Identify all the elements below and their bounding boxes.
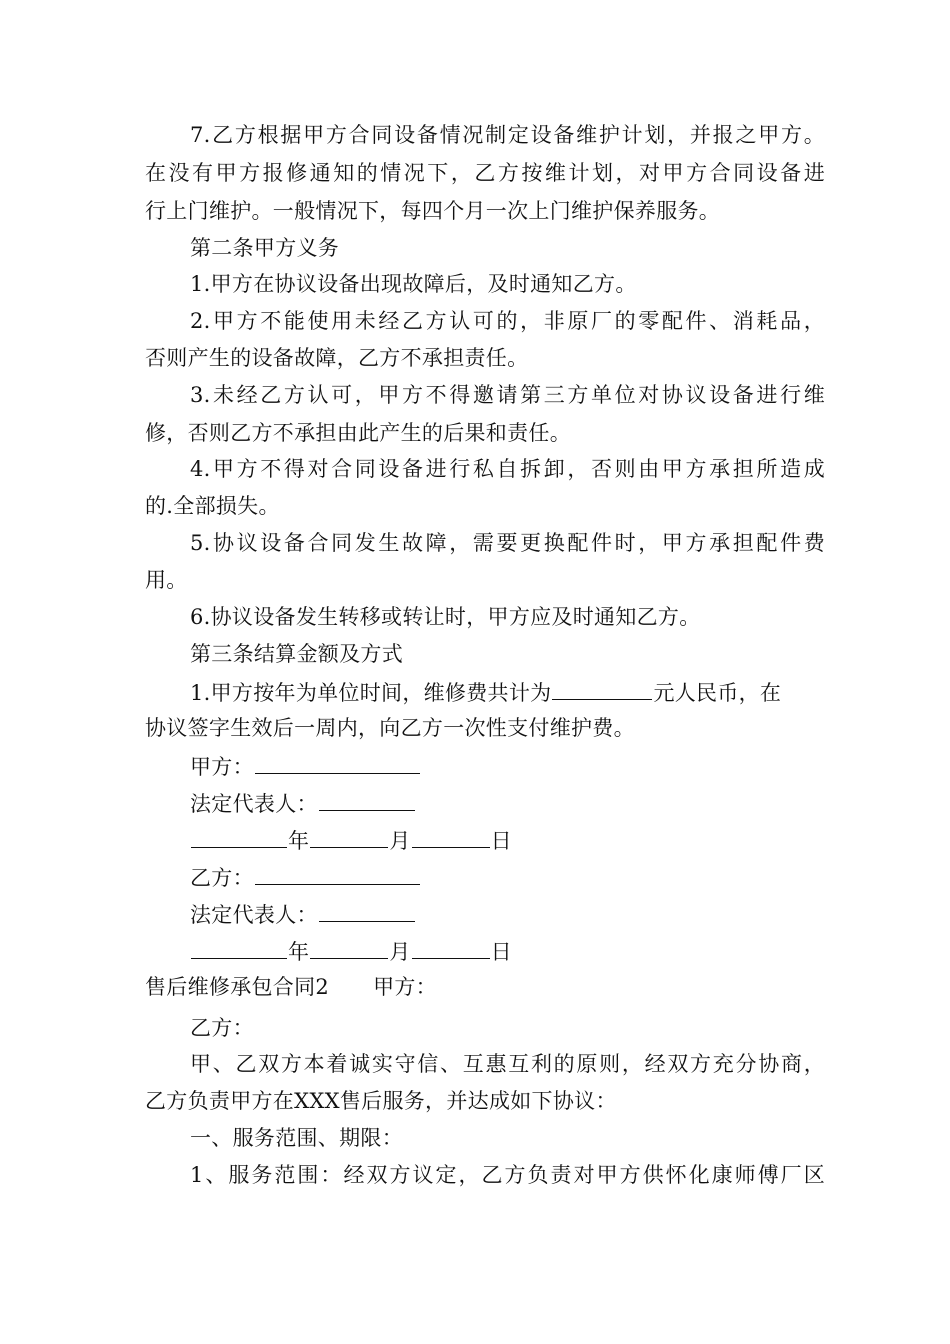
signature-line [190, 899, 825, 927]
paragraph-line: 的.全部损失。 [145, 494, 280, 518]
month-blank [310, 825, 388, 848]
paragraph-line: 修，否则乙方不承担由此产生的后果和责任。 [145, 421, 571, 445]
party-a-blank [255, 751, 420, 774]
legal-rep-blank [319, 788, 415, 811]
legal-rep-blank [319, 899, 415, 922]
paragraph-line: 3.未经乙方认可，甲方不得邀请第三方单位对协议设备进行维 [190, 383, 825, 407]
paragraph-line: 7.乙方根据甲方合同设备情况制定设备维护计划，并报之甲方。 [190, 123, 825, 147]
legal-rep-label: 法定代表人： [190, 903, 318, 927]
party-a-label: 甲方： [373, 975, 437, 999]
paragraph-line: 乙方负责甲方在XXX售后服务，并达成如下协议： [145, 1089, 617, 1113]
paragraph-line: 1、服务范围：经双方议定，乙方负责对甲方供怀化康师傅厂区 [190, 1163, 825, 1187]
year-blank [191, 825, 287, 848]
year-label: 年 [288, 940, 310, 964]
contract-title-line [145, 973, 825, 1001]
party-b-line: 乙方： [190, 1016, 254, 1040]
section-heading: 第二条甲方义务 [190, 236, 340, 260]
day-label: 日 [490, 940, 512, 964]
paragraph-line: 4.甲方不得对合同设备进行私自拆卸，否则由甲方承担所造成 [190, 457, 825, 481]
paragraph-line: 5.协议设备合同发生故障，需要更换配件时，甲方承担配件费 [190, 531, 825, 555]
fee-amount-blank [552, 677, 652, 700]
section-heading: 第三条结算金额及方式 [190, 642, 403, 666]
paragraph-line: 甲、乙双方本着诚实守信、互惠互利的原则，经双方充分协商， [190, 1052, 825, 1076]
paragraph-line: 2.甲方不能使用未经乙方认可的，非原厂的零配件、消耗品， [190, 309, 825, 333]
paragraph-line: 否则产生的设备故障，乙方不承担责任。 [145, 346, 529, 370]
paragraph-line [190, 677, 825, 705]
contract-title: 售后维修承包合同2 [145, 975, 330, 999]
day-blank [412, 936, 490, 959]
date-line [190, 825, 825, 853]
legal-rep-label: 法定代表人： [190, 792, 318, 816]
paragraph-line: 协议签字生效后一周内，向乙方一次性支付维护费。 [145, 716, 635, 740]
party-a-label: 甲方： [190, 755, 254, 779]
month-blank [310, 936, 388, 959]
section-heading: 一、服务范围、期限： [190, 1126, 403, 1150]
year-label: 年 [288, 829, 310, 853]
month-label: 月 [389, 829, 411, 853]
party-b-blank [255, 862, 420, 885]
signature-line [190, 788, 825, 816]
paragraph-line: 行上门维护。一般情况下，每四个月一次上门维护保养服务。 [145, 199, 721, 223]
signature-line [190, 751, 825, 779]
paragraph-line: 6.协议设备发生转移或转让时，甲方应及时通知乙方。 [190, 605, 701, 629]
year-blank [191, 936, 287, 959]
paragraph-line: 在没有甲方报修通知的情况下，乙方按维计划，对甲方合同设备进 [145, 161, 825, 185]
party-b-label: 乙方： [190, 866, 254, 890]
month-label: 月 [389, 940, 411, 964]
fee-text: 1.甲方按年为单位时间，维修费共计为 [190, 681, 552, 705]
paragraph-line: 用。 [145, 568, 188, 592]
day-blank [412, 825, 490, 848]
fee-unit-text: 元人民币，在 [653, 681, 782, 705]
date-line [190, 936, 825, 964]
paragraph-line: 1.甲方在协议设备出现故障后，及时通知乙方。 [190, 272, 637, 296]
signature-line [190, 862, 825, 890]
day-label: 日 [490, 829, 512, 853]
